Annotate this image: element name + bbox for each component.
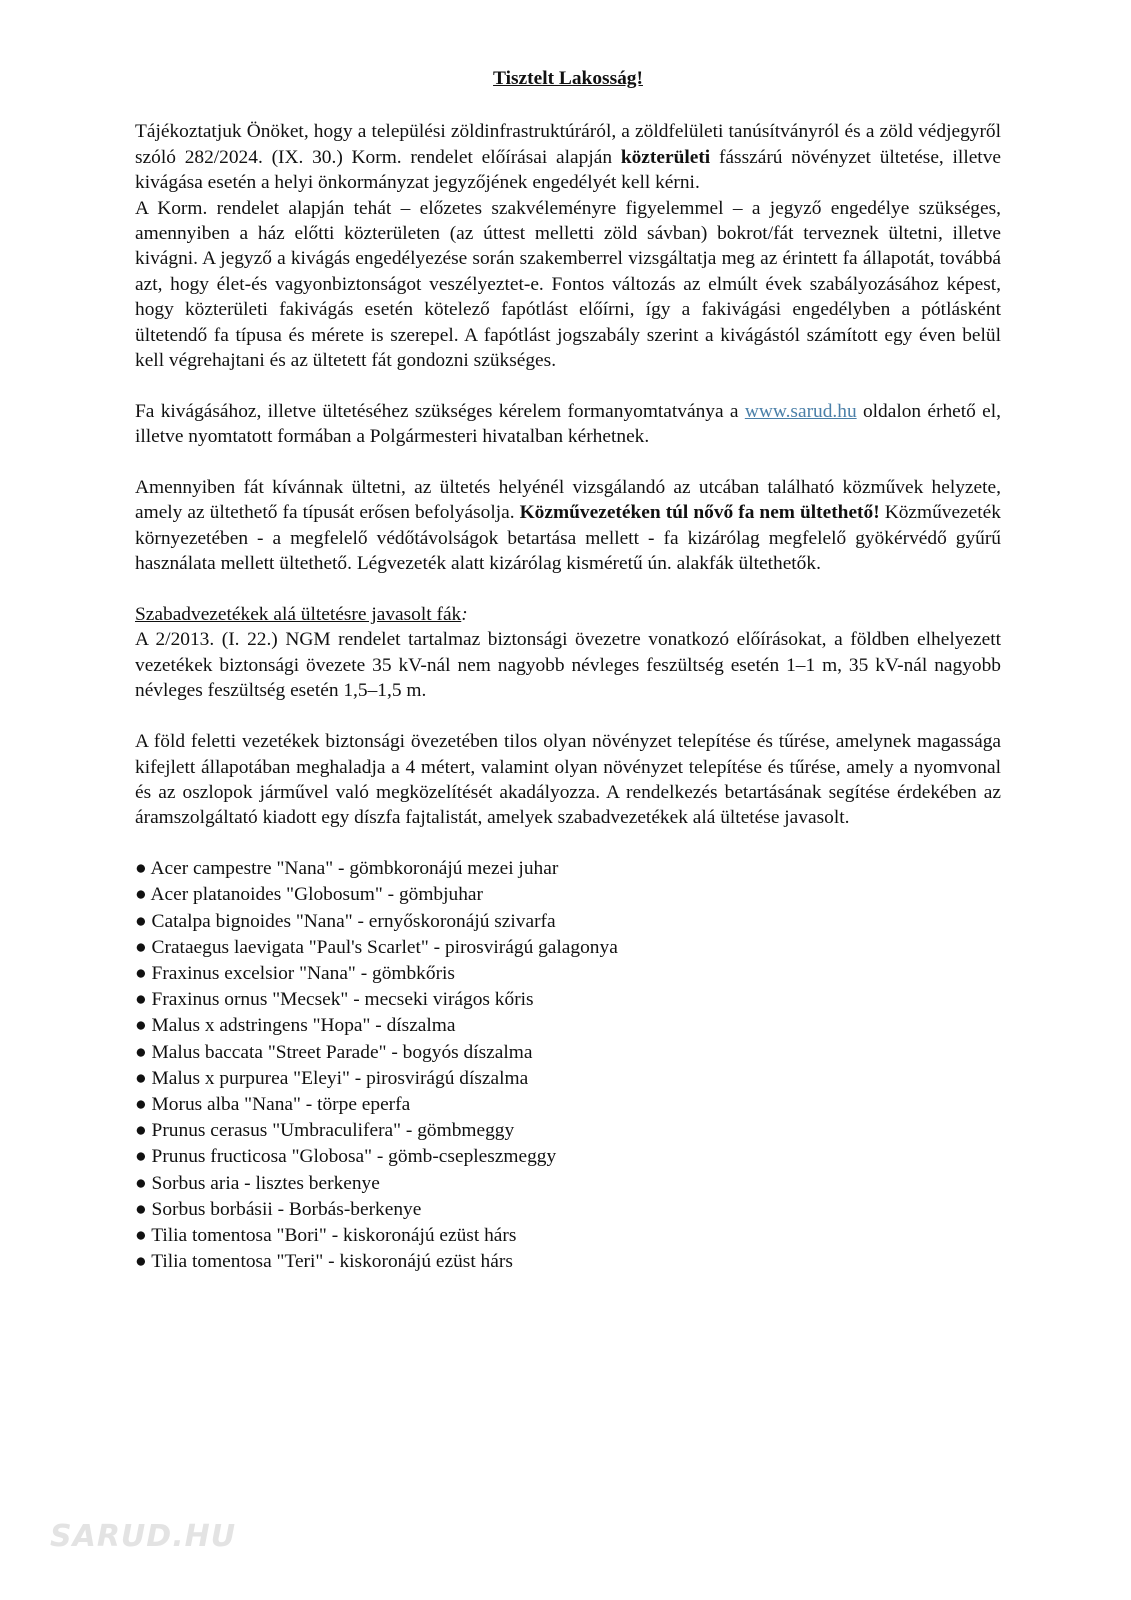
overhead-lines-paragraph: A föld feletti vezetékek biztonsági övezetében tilos olyan növényzet telepítése és tűrése, amelynek magassága kifejlett állapotában meghaladja a 4 métert, valamint olyan növényzet telepítése és tűrése, amely a nyomvonal és az oszlopok járművel való megközelítését akadályozza. A rendelkezés betartásának segítése érdekében az áramszolgáltató kiadott egy díszfa fajtalistát, amelyek szabadvezetékek alá ültetése javasolt. bbox=[135, 731, 1001, 829]
intro-paragraph bbox=[135, 119, 1001, 195]
section-heading-text: Szabadvezetékek alá ültetésre javasolt fák bbox=[135, 604, 462, 626]
permit-paragraph: A Korm. rendelet alapján tehát – előzetes szakvéleményre figyelemmel – a jegyző engedélye szükséges, amennyiben a ház előtti közterületen (az úttest melletti zöld sávban) bokrot/fát terveznek ültetni, illetve kivágni. A jegyző a kivágás engedélyezése során szakemberrel vizsgáltatja meg az érintett fa állapotát, továbbá azt, hogy élet-és vagyonbiztonságot veszélyeztet-e. Fontos változás az elmúlt évek szabályozásához képest, hogy közterületi fakivágás esetén kötelező fapótlást előírni, így a fakivágási engedélyben a pótlásként ültetendő fa típusa és mérete is szerepel. A fapótlást jogszabály szerint a kivágástól számított egy éven belül kell végrehajtani és az ültetett fát gondozni szükséges. bbox=[135, 197, 1001, 372]
intro-text-a: Tájékoztatjuk Önöket, hogy a települési zöldinfrastruktúráról, a zöldfelületi tanúsítványról és a zöld védjegyről szóló 282/2024. (IX. 30.) Korm. rendelet előírásai alapján bbox=[135, 121, 1001, 168]
intro-text-c: fásszárú növényzet ültetése, illetve kivágása esetén a helyi önkormányzat jegyzőjének engedélyét kell kérni. bbox=[135, 146, 1001, 194]
list-item: ● Morus alba "Nana" - törpe eperfa bbox=[135, 1093, 411, 1115]
regulation-paragraph: A 2/2013. (I. 22.) NGM rendelet tartalmaz biztonsági övezetre vonatkozó előírásokat, a földben elhelyezett vezetékek biztonsági övezete 35 kV-nál nem nagyobb névleges feszültség esetén 1–1 m, 35 kV-nál nagyobb névleges feszültség esetén 1,5–1,5 m. bbox=[135, 629, 1001, 702]
list-item: ● Acer campestre "Nana" - gömbkoronájú mezei juhar bbox=[135, 858, 559, 880]
utilities-text-c: Közművezeték környezetében - a megfelelő védőtávolságok betartása mellett - fa kizárólag megfelelő gyökérvédő gyűrű használata mellett ültethető. Légvezeték alatt kizárólag kisméretű ún. alakfák ültethetők. bbox=[135, 502, 1001, 575]
utilities-text-a: Amennyiben fát kívánnak ültetni, az ültetés helyénél vizsgálandó az utcában található közművek helyzete, amely az ültethető fa típusát erősen befolyásolja. bbox=[135, 477, 1001, 524]
list-item: ● Prunus cerasus "Umbraculifera" - gömbmeggy bbox=[135, 1120, 515, 1142]
website-link[interactable]: www.sarud.hu bbox=[744, 400, 857, 422]
section-heading bbox=[135, 602, 1001, 627]
list-item: ● Catalpa bignoides "Nana" - ernyőskoronájú szivarfa bbox=[135, 910, 556, 932]
list-item: ● Prunus fructicosa "Globosa" - gömb-csepleszmeggy bbox=[135, 1146, 557, 1168]
utilities-paragraph bbox=[135, 475, 1001, 577]
list-item: ● Malus baccata "Street Parade" - bogyós díszalma bbox=[135, 1041, 533, 1063]
list-item: ● Crataegus laevigata "Paul's Scarlet" - pirosvirágú galagonya bbox=[135, 936, 618, 958]
document-body bbox=[135, 66, 1001, 1275]
site-watermark: SARUD.HU bbox=[50, 1519, 237, 1554]
section-heading-colon: : bbox=[461, 604, 468, 626]
intro-bold-keyword: közterületi bbox=[620, 146, 711, 168]
list-item: ● Malus x adstringens "Hopa" - díszalma bbox=[135, 1015, 456, 1037]
tree-list bbox=[135, 856, 1001, 1275]
form-text-a: Fa kivágásához, illetve ültetéséhez szükséges kérelem formanyomtatványa a bbox=[135, 400, 745, 422]
page-title: Tisztelt Lakosság! bbox=[493, 68, 643, 89]
list-item: ● Fraxinus excelsior "Nana" - gömbkőris bbox=[135, 962, 455, 984]
list-item: ● Sorbus borbásii - Borbás-berkenye bbox=[135, 1198, 422, 1220]
form-text-b: oldalon érhető el, illetve nyomtatott formában a Polgármesteri hivatalban kérhetnek. bbox=[135, 400, 1002, 448]
list-item: ● Malus x purpurea "Eleyi" - pirosvirágú díszalma bbox=[135, 1067, 529, 1089]
utilities-bold-warning: Közművezetéken túl nővő fa nem ültethető! bbox=[519, 502, 880, 524]
form-paragraph bbox=[135, 399, 1001, 450]
list-item: ● Tilia tomentosa "Teri" - kiskoronájú ezüst hárs bbox=[135, 1251, 513, 1273]
list-item: ● Tilia tomentosa "Bori" - kiskoronájú ezüst hárs bbox=[135, 1224, 517, 1246]
list-item: ● Sorbus aria - lisztes berkenye bbox=[135, 1172, 380, 1194]
list-item: ● Acer platanoides "Globosum" - gömbjuhar bbox=[135, 884, 483, 906]
list-item: ● Fraxinus ornus "Mecsek" - mecseki virágos kőris bbox=[135, 989, 534, 1011]
